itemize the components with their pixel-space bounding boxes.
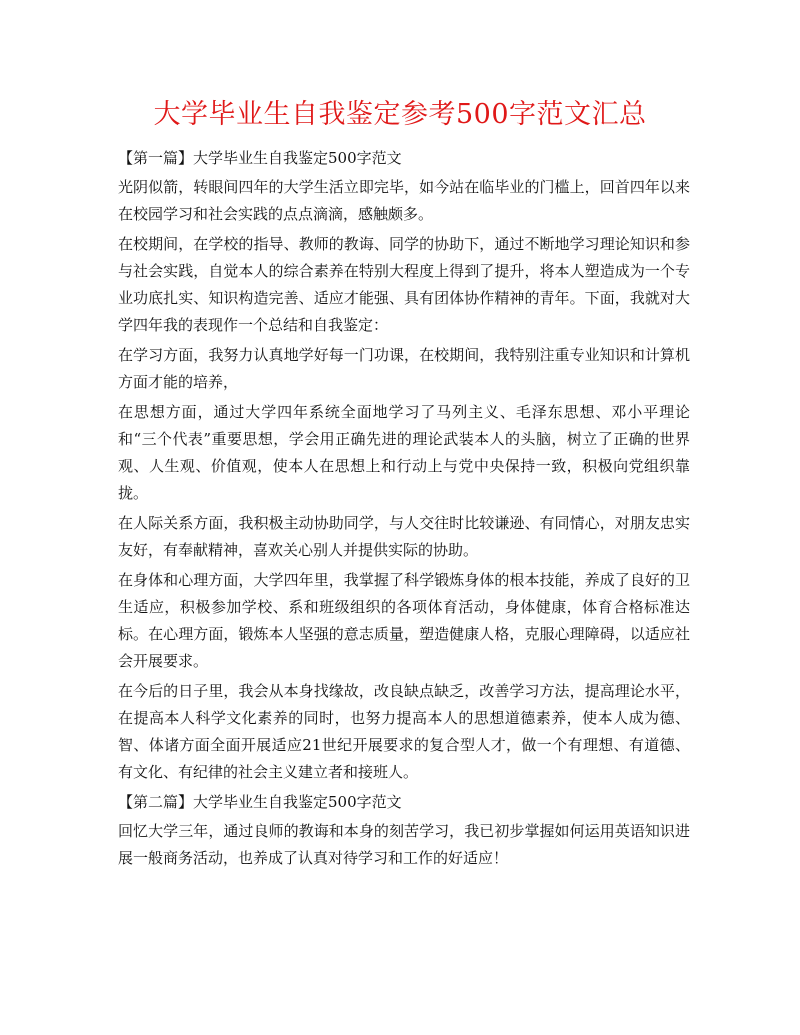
section-1 — [118, 145, 690, 786]
paragraph: 在校期间，在学校的指导、教师的教诲、同学的协助下，通过不断地学习理论知识和参与社会实践，自觉本人的综合素养在特别大程度上得到了提升，将本人塑造成为一个专业功底扎实、知识构造完善、适应才能强、具有团体协作精神的青年。下面，我就对大学四年我的表现作一个总结和自我鉴定： — [118, 235, 690, 334]
paragraph: 在身体和心理方面，大学四年里，我掌握了科学锻炼身体的根本技能，养成了良好的卫生适应，积极参加学校、系和班级组织的各项体育活动，身体健康，体育合格标准达标。在心理方面，锻炼本人坚强的意志质量，塑造健康人格，克服心理障碍，以适应社会开展要求。 — [118, 571, 690, 670]
section-2 — [118, 789, 690, 872]
document-title: 大学毕业生自我鉴定参考500字范文汇总 — [153, 99, 647, 130]
paragraph: 回忆大学三年，通过良师的教诲和本身的刻苦学习，我已初步掌握如何运用英语知识进展一般商务活动，也养成了认真对待学习和工作的好适应！ — [118, 822, 690, 867]
paragraph: 在思想方面，通过大学四年系统全面地学习了马列主义、毛泽东思想、邓小平理论和“三个代表”重要思想，学会用正确先进的理论武装本人的头脑，树立了正确的世界观、人生观、价值观，使本人在思想上和行动上与党中央保持一致，积极向党组织靠拢。 — [118, 403, 690, 502]
section-heading: 【第二篇】大学毕业生自我鉴定500字范文 — [118, 793, 402, 811]
paragraph: 在学习方面，我努力认真地学好每一门功课，在校期间，我特别注重专业知识和计算机方面才能的培养， — [118, 346, 690, 391]
section-heading: 【第一篇】大学毕业生自我鉴定500字范文 — [118, 149, 402, 167]
paragraph: 在今后的日子里，我会从本身找缘故，改良缺点缺乏，改善学习方法，提高理论水平，在提高本人科学文化素养的同时，也努力提高本人的思想道德素养，使本人成为德、智、体诸方面全面开展适应21世纪开展要求的复合型人才，做一个有理想、有道德、有文化、有纪律的社会主义建立者和接班人。 — [118, 682, 690, 781]
document-body — [118, 142, 690, 875]
paragraph: 在人际关系方面，我积极主动协助同学，与人交往时比较谦逊、有同情心，对朋友忠实友好，有奉献精神，喜欢关心别人并提供实际的协助。 — [118, 514, 690, 559]
paragraph: 光阴似箭，转眼间四年的大学生活立即完毕，如今站在临毕业的门槛上，回首四年以来在校园学习和社会实践的点点滴滴，感触颇多。 — [118, 178, 690, 223]
